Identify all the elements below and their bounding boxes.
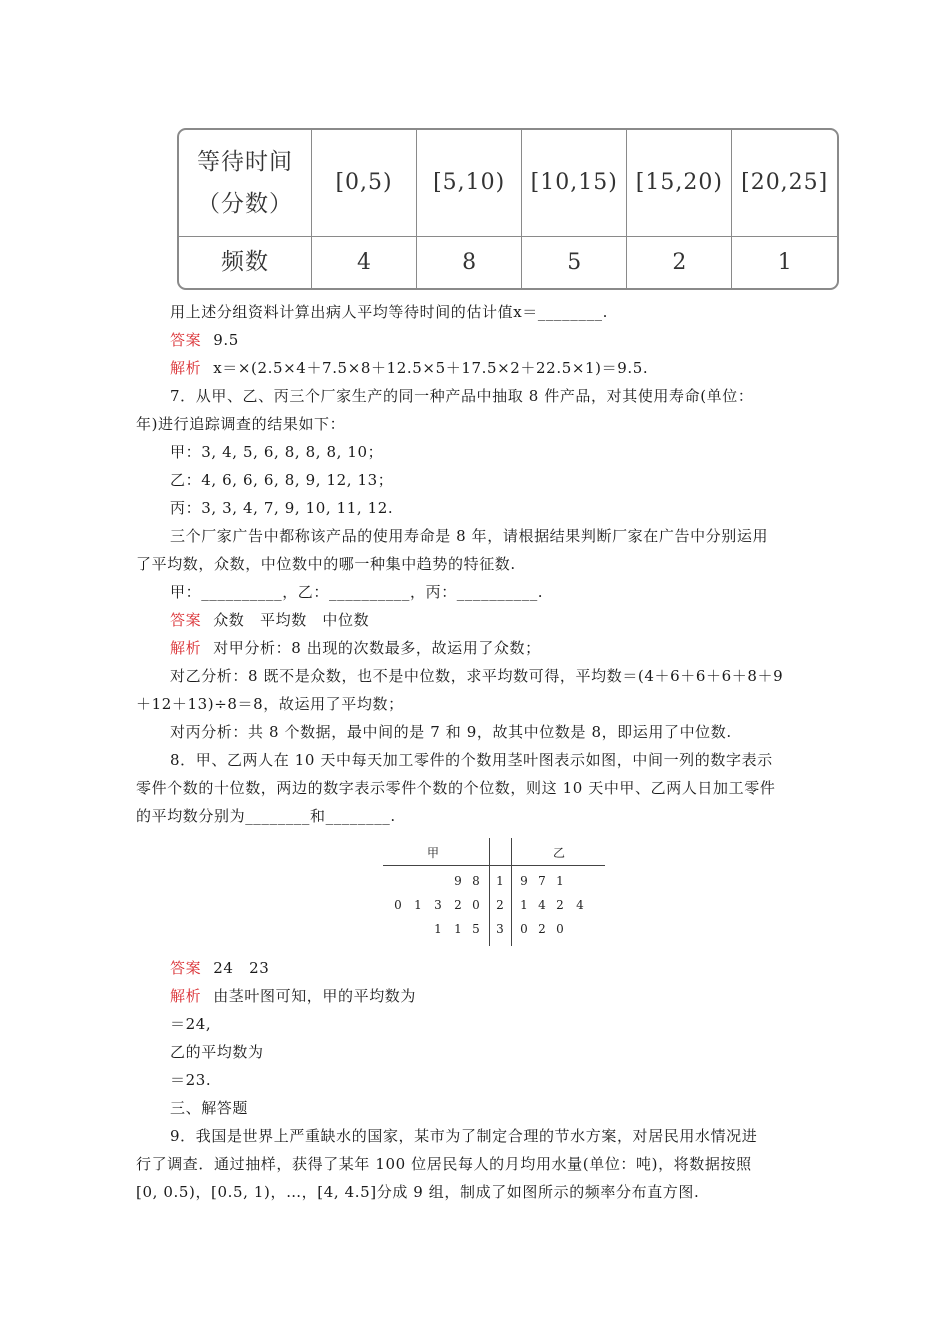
stem-leaf-right-leaf: 4 (538, 898, 546, 912)
q7-analysis-line (170, 638, 541, 658)
stem-leaf-right-header: 乙 (553, 846, 566, 860)
stem-leaf-left-leaf: 5 (472, 922, 480, 936)
stem-leaf-right-leaf: 9 (520, 874, 528, 888)
q7-answer: 众数 平均数 中位数 (213, 611, 370, 629)
answer-label: 答案 (170, 331, 202, 349)
q8-line3: 的平均数分别为________和________. (136, 807, 396, 825)
stem-leaf-left-leaf: 2 (454, 898, 462, 912)
wait-time-header-line1: 等待时间 (197, 148, 293, 175)
q9-line1: 9．我国是世界上严重缺水的国家，某市为了制定合理的节水方案，对居民用水情况进 (170, 1127, 758, 1145)
stem-leaf-left-divider (489, 838, 490, 946)
q7-line1: 7．从甲、乙、丙三个厂家生产的同一种产品中抽取 8 件产品，对其使用寿命(单位： (170, 387, 754, 405)
section-title: 三、解答题 (170, 1099, 249, 1117)
answer-label: 答案 (170, 611, 202, 629)
stem-leaf-right-leaf: 2 (556, 898, 564, 912)
frequency-cell: 2 (627, 236, 732, 288)
stem-leaf-header-rule (383, 865, 605, 866)
stem-leaf-right-leaf: 0 (556, 922, 564, 936)
analysis-label: 解析 (170, 359, 202, 377)
q6-analysis-line (170, 358, 648, 378)
q8-answer-line (170, 958, 269, 978)
analysis-label: 解析 (170, 639, 202, 657)
q7-analysis3: ＋12＋13)÷8＝8，故运用了平均数； (136, 695, 404, 713)
frequency-cell: 1 (732, 236, 837, 288)
q6-answer-line (170, 330, 239, 350)
q6-analysis: x＝×(2.5×4＋7.5×8＋12.5×5＋17.5×2＋22.5×1)＝9.5. (213, 359, 649, 377)
stem-leaf-stem: 1 (496, 874, 504, 888)
wait-time-header (179, 130, 312, 236)
q8-line2: 零件个数的十位数，两边的数字表示零件个数的个位数，则这 10 天中甲、乙两人日加工零件 (136, 779, 776, 797)
q7-blanks: 甲：__________，乙：__________，丙：__________. (170, 583, 544, 601)
stem-leaf-right-leaf: 1 (556, 874, 564, 888)
stem-leaf-left-leaf: 9 (454, 874, 462, 888)
stem-leaf-stem: 2 (496, 898, 504, 912)
q8-answer: 24 23 (213, 959, 270, 977)
q7-analysis2: 对乙分析：8 既不是众数，也不是中位数，求平均数可得，平均数＝(4＋6＋6＋6＋8＋9 (170, 667, 784, 685)
frequency-cell: 4 (312, 236, 417, 288)
q7-line3: 三个厂家广告中都称该产品的使用寿命是 8 年，请根据结果判断厂家在广告中分别运用 (170, 527, 769, 545)
q6-prompt: 用上述分组资料计算出病人平均等待时间的估计值x＝________. (170, 303, 609, 321)
stem-leaf-right-leaf: 0 (520, 922, 528, 936)
q8-analysis3: 乙的平均数为 (170, 1043, 264, 1061)
q8-analysis2: ＝24, (170, 1015, 212, 1033)
stem-leaf-right-leaf: 2 (538, 922, 546, 936)
stem-leaf-left-leaf: 1 (414, 898, 422, 912)
stem-leaf-left-leaf: 0 (394, 898, 402, 912)
q8-analysis4: ＝23. (170, 1071, 212, 1089)
stem-leaf-plot (383, 838, 605, 946)
stem-leaf-left-header: 甲 (427, 846, 440, 860)
interval-cell: [20,25] (732, 130, 837, 236)
interval-cell: [0,5) (312, 130, 417, 236)
stem-leaf-left-leaf: 0 (472, 898, 480, 912)
stem-leaf-right-leaf: 4 (576, 898, 584, 912)
q7-bing-data: 丙：3, 3, 4, 7, 9, 10, 11, 12. (170, 499, 394, 517)
stem-leaf-right-divider (511, 838, 512, 946)
q7-analysis1: 对甲分析：8 出现的次数最多，故运用了众数； (213, 639, 541, 657)
answer-label: 答案 (170, 959, 202, 977)
q8-line1: 8．甲、乙两人在 10 天中每天加工零件的个数用茎叶图表示如图，中间一列的数字表示 (170, 751, 773, 769)
q7-line4: 了平均数，众数，中位数中的哪一种集中趋势的特征数. (136, 555, 516, 573)
interval-cell: [5,10) (417, 130, 522, 236)
q7-yi-data: 乙：4, 6, 6, 6, 8, 9, 12, 13； (170, 471, 394, 489)
frequency-cell: 5 (522, 236, 627, 288)
q8-analysis1: 由茎叶图可知，甲的平均数为 (213, 987, 417, 1005)
analysis-label: 解析 (170, 987, 202, 1005)
stem-leaf-left-leaf: 8 (472, 874, 480, 888)
stem-leaf-right-leaf: 1 (520, 898, 528, 912)
interval-cell: [10,15) (522, 130, 627, 236)
q8-analysis-line (170, 986, 416, 1006)
frequency-cell: 8 (417, 236, 522, 288)
q9-line3: [0, 0.5)，[0.5, 1)，…，[4, 4.5]分成 9 组，制成了如图所示的频率分布直方图. (136, 1183, 700, 1201)
q7-answer-line (170, 610, 369, 630)
stem-leaf-left-leaf: 1 (434, 922, 442, 936)
frequency-header: 频数 (179, 236, 312, 288)
stem-leaf-right-leaf: 7 (538, 874, 546, 888)
wait-time-header-line2: （分数） (197, 190, 293, 217)
stem-leaf-left-leaf: 1 (454, 922, 462, 936)
q7-analysis4: 对丙分析：共 8 个数据，最中间的是 7 和 9，故其中位数是 8，即运用了中位数. (170, 723, 732, 741)
q9-line2: 行了调查．通过抽样，获得了某年 100 位居民每人的月均用水量(单位：吨)，将数据按照 (136, 1155, 752, 1173)
stem-leaf-stem: 3 (496, 922, 504, 936)
stem-leaf-left-leaf: 3 (434, 898, 442, 912)
q7-line2: 年)进行追踪调查的结果如下： (136, 415, 346, 433)
interval-cell: [15,20) (627, 130, 732, 236)
wait-time-table (177, 128, 839, 290)
q6-answer: 9.5 (213, 331, 239, 349)
q7-jia-data: 甲：3, 4, 5, 6, 8, 8, 8, 10； (170, 443, 384, 461)
